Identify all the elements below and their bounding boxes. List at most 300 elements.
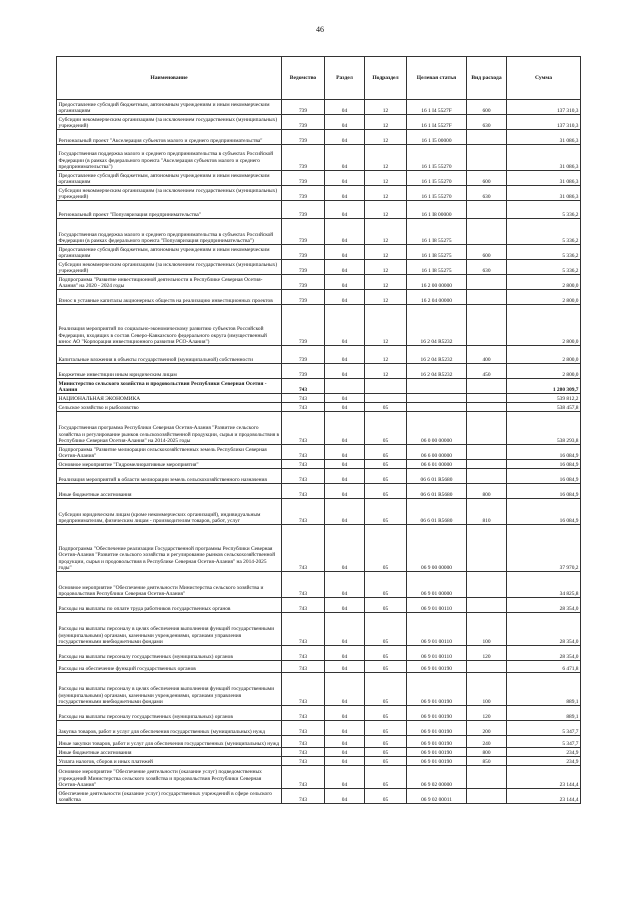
cell-amount: 1 280 309,7 <box>507 379 581 394</box>
cell-subsection: 12 <box>365 201 407 219</box>
cell-name: Капитальные вложения в объекты государственной (муниципальной) собственности <box>57 346 282 364</box>
cell-name: Государственная программа Республики Северная Осетия-Алания "Развитие сельского хозяйства и регулирование рынков сельскохозяйственной продукции, сырья и продовольствия в Республике Северная Осетия-Алания" на 2014-2025 годы <box>57 412 282 445</box>
cell-expense-type: 800 <box>467 484 507 499</box>
cell-section: 04 <box>325 525 365 572</box>
cell-department: 743 <box>282 706 325 721</box>
cell-department: 739 <box>282 115 325 130</box>
cell-amount: 34 825,8 <box>507 572 581 598</box>
cell-subsection: 12 <box>365 346 407 364</box>
cell-target-article: 16 1 I8 55275 <box>407 245 467 260</box>
cell-department: 739 <box>282 130 325 145</box>
cell-section: 04 <box>325 219 365 245</box>
cell-subsection: 05 <box>365 661 407 673</box>
cell-target-article: 06 9 01 00110 <box>407 646 467 661</box>
cell-target-article: 16 1 I8 00000 <box>407 201 467 219</box>
cell-target-article: 06 6 01 00000 <box>407 460 467 469</box>
table-row <box>57 403 581 412</box>
cell-department: 743 <box>282 379 325 394</box>
table-row <box>57 201 581 219</box>
table-row <box>57 290 581 305</box>
cell-section: 04 <box>325 201 365 219</box>
cell-target-article <box>407 403 467 412</box>
cell-name: Расходы на выплаты персоналу государственных (муниципальных) органов <box>57 646 282 661</box>
cell-department: 743 <box>282 484 325 499</box>
cell-name: Государственная поддержка малого и среднего предпринимательства в субъектах Российской Федерации (в рамках федерального проекта "Популяризация предпринимательства") <box>57 219 282 245</box>
cell-department: 739 <box>282 145 325 171</box>
header-expense-type: Вид расхода <box>467 57 507 100</box>
cell-department: 743 <box>282 499 325 525</box>
cell-expense-type <box>467 379 507 394</box>
cell-section: 04 <box>325 499 365 525</box>
table-row <box>57 346 581 364</box>
cell-name: Закупка товаров, работ и услуг для обеспечения государственных (муниципальных) нужд <box>57 721 282 736</box>
cell-target-article: 16 2 04 R5232 <box>407 305 467 346</box>
cell-target-article: 06 9 01 00190 <box>407 706 467 721</box>
cell-target-article: 06 9 01 00110 <box>407 613 467 646</box>
cell-department: 743 <box>282 721 325 736</box>
table-row <box>57 757 581 766</box>
header-section: Раздел <box>325 57 365 100</box>
cell-expense-type <box>467 661 507 673</box>
table-row <box>57 305 581 346</box>
cell-amount: 5 347,7 <box>507 736 581 748</box>
cell-section: 04 <box>325 394 365 403</box>
cell-expense-type <box>467 598 507 613</box>
cell-expense-type: 450 <box>467 364 507 379</box>
cell-subsection: 05 <box>365 673 407 706</box>
cell-target-article: 06 6 01 R5680 <box>407 499 467 525</box>
cell-expense-type <box>467 403 507 412</box>
cell-subsection: 05 <box>365 403 407 412</box>
table-row <box>57 469 581 484</box>
cell-name: Субсидии некоммерческим организациям (за исключением государственных (муниципальных) учреждений) <box>57 260 282 275</box>
cell-target-article: 06 9 01 00190 <box>407 757 467 766</box>
cell-section: 04 <box>325 766 365 789</box>
cell-department: 743 <box>282 748 325 757</box>
cell-name: Субсидии некоммерческим организациям (за исключением государственных (муниципальных) учреждений) <box>57 115 282 130</box>
cell-amount: 31 086,3 <box>507 186 581 201</box>
cell-expense-type <box>467 789 507 804</box>
budget-table <box>56 56 581 804</box>
header-subsection: Подраздел <box>365 57 407 100</box>
table-row <box>57 445 581 460</box>
cell-expense-type: 240 <box>467 736 507 748</box>
header-amount: Сумма <box>507 57 581 100</box>
cell-subsection: 12 <box>365 245 407 260</box>
cell-department: 743 <box>282 572 325 598</box>
cell-amount: 889,1 <box>507 706 581 721</box>
cell-name: Расходы на выплаты персоналу в целях обеспечения выполнения функций государственными (муниципальными) органами, казенными учреждениями, органами управления государственными внебюджетными фондами <box>57 613 282 646</box>
header-name: Наименование <box>57 57 282 100</box>
cell-amount: 28 354,0 <box>507 646 581 661</box>
cell-department: 743 <box>282 469 325 484</box>
cell-department: 743 <box>282 460 325 469</box>
cell-subsection: 12 <box>365 275 407 290</box>
cell-subsection <box>365 394 407 403</box>
table-row <box>57 245 581 260</box>
cell-expense-type: 100 <box>467 673 507 706</box>
cell-name: Реализация мероприятий по социально-экономическому развитию субъектов Российской Федерации, входящих в состав Северо-Кавказского федерального округа (имущественный взнос АО "Корпорация инвестиционного развития РСО-Алания") <box>57 305 282 346</box>
cell-section: 04 <box>325 245 365 260</box>
cell-department: 743 <box>282 394 325 403</box>
table-row <box>57 499 581 525</box>
cell-expense-type <box>467 412 507 445</box>
table-body <box>57 100 581 804</box>
cell-section: 04 <box>325 275 365 290</box>
cell-amount: 31 086,3 <box>507 145 581 171</box>
cell-amount: 538 457,8 <box>507 403 581 412</box>
cell-target-article: 16 2 04 00000 <box>407 290 467 305</box>
cell-section: 04 <box>325 661 365 673</box>
cell-subsection: 05 <box>365 469 407 484</box>
cell-section: 04 <box>325 706 365 721</box>
cell-target-article: 06 9 02 00000 <box>407 766 467 789</box>
cell-name: Иные закупки товаров, работ и услуг для обеспечения государственных (муниципальных) нужд <box>57 736 282 748</box>
cell-section: 04 <box>325 305 365 346</box>
cell-amount: 16 084,9 <box>507 499 581 525</box>
cell-section: 04 <box>325 186 365 201</box>
cell-target-article: 06 9 01 00110 <box>407 598 467 613</box>
cell-amount: 5 336,2 <box>507 219 581 245</box>
cell-name: Расходы на выплаты по оплате труда работников государственных органов <box>57 598 282 613</box>
cell-expense-type: 400 <box>467 346 507 364</box>
cell-department: 739 <box>282 100 325 115</box>
cell-target-article: 16 1 I5 00000 <box>407 130 467 145</box>
cell-department: 743 <box>282 789 325 804</box>
cell-subsection: 05 <box>365 766 407 789</box>
cell-name: Предоставление субсидий бюджетным, автономным учреждениям и иным некоммерческим организациям <box>57 245 282 260</box>
cell-department: 743 <box>282 445 325 460</box>
cell-department: 743 <box>282 661 325 673</box>
cell-amount: 2 800,0 <box>507 364 581 379</box>
cell-subsection: 12 <box>365 260 407 275</box>
cell-expense-type <box>467 201 507 219</box>
cell-expense-type <box>467 572 507 598</box>
cell-amount: 16 084,9 <box>507 445 581 460</box>
cell-name: Подпрограмма "Развитие мелиорации сельскохозяйственных земель Республики Северная Осетия-Алания" <box>57 445 282 460</box>
cell-amount: 23 144,4 <box>507 789 581 804</box>
header-department: Ведомство <box>282 57 325 100</box>
cell-department: 739 <box>282 171 325 186</box>
cell-amount: 16 084,9 <box>507 460 581 469</box>
cell-amount: 6 471,8 <box>507 661 581 673</box>
table-row <box>57 598 581 613</box>
cell-section: 04 <box>325 145 365 171</box>
cell-amount: 5 347,7 <box>507 721 581 736</box>
cell-name: Реализация мероприятий в области мелиорации земель сельскохозяйственного назначения <box>57 469 282 484</box>
cell-expense-type <box>467 460 507 469</box>
cell-amount: 2 800,0 <box>507 346 581 364</box>
cell-section: 04 <box>325 572 365 598</box>
cell-target-article: 06 9 01 00000 <box>407 572 467 598</box>
cell-subsection: 05 <box>365 646 407 661</box>
table-row <box>57 394 581 403</box>
cell-target-article: 16 1 I5 55270 <box>407 171 467 186</box>
cell-amount: 234,9 <box>507 748 581 757</box>
cell-department: 743 <box>282 525 325 572</box>
cell-subsection: 12 <box>365 186 407 201</box>
cell-subsection: 12 <box>365 364 407 379</box>
cell-subsection: 12 <box>365 145 407 171</box>
cell-name: Министерство сельского хозяйства и продовольствия Республики Северная Осетия - Алания <box>57 379 282 394</box>
cell-subsection <box>365 379 407 394</box>
cell-target-article: 06 6 00 00000 <box>407 445 467 460</box>
cell-expense-type: 630 <box>467 115 507 130</box>
cell-department: 743 <box>282 598 325 613</box>
cell-amount: 5 336,2 <box>507 201 581 219</box>
cell-expense-type: 600 <box>467 171 507 186</box>
cell-name: Региональный проект "Популяризация предпринимательства" <box>57 201 282 219</box>
cell-department: 743 <box>282 613 325 646</box>
table-row <box>57 646 581 661</box>
cell-section: 04 <box>325 736 365 748</box>
table-row <box>57 572 581 598</box>
cell-target-article: 06 6 01 R5680 <box>407 469 467 484</box>
cell-expense-type: 600 <box>467 100 507 115</box>
cell-subsection: 05 <box>365 613 407 646</box>
cell-name: Бюджетные инвестиции иным юридическим лицам <box>57 364 282 379</box>
table-row <box>57 186 581 201</box>
cell-amount: 137 310,3 <box>507 115 581 130</box>
cell-section: 04 <box>325 748 365 757</box>
cell-amount: 889,1 <box>507 673 581 706</box>
cell-subsection: 05 <box>365 598 407 613</box>
cell-department: 739 <box>282 186 325 201</box>
cell-department: 739 <box>282 346 325 364</box>
cell-subsection: 12 <box>365 115 407 130</box>
cell-name: Взнос в уставные капиталы акционерных обществ на реализацию инвестиционных проектов <box>57 290 282 305</box>
cell-name: Субсидии юридическим лицам (кроме некоммерческих организаций), индивидуальным предпринимателям, физическим лицам - производителям товаров, работ, услуг <box>57 499 282 525</box>
cell-department: 743 <box>282 412 325 445</box>
cell-expense-type: 200 <box>467 721 507 736</box>
cell-department: 743 <box>282 673 325 706</box>
cell-section: 04 <box>325 484 365 499</box>
cell-subsection: 05 <box>365 412 407 445</box>
table-row <box>57 130 581 145</box>
cell-department: 743 <box>282 736 325 748</box>
cell-department: 743 <box>282 646 325 661</box>
table-row <box>57 766 581 789</box>
cell-target-article: 06 9 01 00190 <box>407 721 467 736</box>
cell-section: 04 <box>325 171 365 186</box>
cell-expense-type <box>467 766 507 789</box>
cell-target-article: 06 9 01 00190 <box>407 748 467 757</box>
table-row <box>57 736 581 748</box>
table-row <box>57 706 581 721</box>
cell-name: Иные бюджетные ассигнования <box>57 748 282 757</box>
cell-amount: 16 084,9 <box>507 484 581 499</box>
cell-expense-type <box>467 469 507 484</box>
cell-amount: 31 086,3 <box>507 130 581 145</box>
cell-department: 743 <box>282 766 325 789</box>
table-row <box>57 364 581 379</box>
cell-expense-type <box>467 445 507 460</box>
cell-department: 743 <box>282 757 325 766</box>
cell-section: 04 <box>325 130 365 145</box>
table-row <box>57 789 581 804</box>
table-row <box>57 748 581 757</box>
cell-amount: 28 354,0 <box>507 598 581 613</box>
table-row <box>57 171 581 186</box>
cell-subsection: 05 <box>365 721 407 736</box>
table-row <box>57 100 581 115</box>
cell-department: 743 <box>282 403 325 412</box>
cell-subsection: 12 <box>365 171 407 186</box>
cell-expense-type <box>467 394 507 403</box>
cell-name: Основное мероприятие "Обеспечение деятельности Министерства сельского хозяйства и продовольствия Республики Северная Осетия-Алания" <box>57 572 282 598</box>
cell-target-article: 16 1 I4 5527F <box>407 115 467 130</box>
table-row <box>57 115 581 130</box>
cell-name: Основное мероприятие "Гидромелиоративные мероприятия" <box>57 460 282 469</box>
cell-name: Подпрограмма "Обеспечение реализации Государственной программы Республики Северная Осетия-Алания "Развитие сельского хозяйства и регулирование рынков сельскохозяйственной продукции, сырья и продовольствия в Республике Северная Осетия-Алания" на 2014-2025 годы" <box>57 525 282 572</box>
cell-name: Расходы на выплаты персоналу государственных (муниципальных) органов <box>57 706 282 721</box>
cell-amount: 137 310,3 <box>507 100 581 115</box>
cell-target-article: 06 9 01 00190 <box>407 661 467 673</box>
cell-name: Предоставление субсидий бюджетным, автономным учреждениям и иным некоммерческим организациям <box>57 171 282 186</box>
cell-department: 739 <box>282 290 325 305</box>
cell-amount: 539 812,2 <box>507 394 581 403</box>
cell-name: НАЦИОНАЛЬНАЯ ЭКОНОМИКА <box>57 394 282 403</box>
cell-amount: 37 970,2 <box>507 525 581 572</box>
cell-name: Предоставление субсидий бюджетным, автономным учреждениям и иным некоммерческим организациям <box>57 100 282 115</box>
cell-target-article: 16 1 I5 55270 <box>407 186 467 201</box>
cell-expense-type: 120 <box>467 646 507 661</box>
cell-amount: 2 800,0 <box>507 305 581 346</box>
table-row <box>57 525 581 572</box>
cell-expense-type <box>467 305 507 346</box>
cell-amount: 538 293,8 <box>507 412 581 445</box>
cell-expense-type: 850 <box>467 757 507 766</box>
cell-section: 04 <box>325 469 365 484</box>
cell-amount: 2 800,0 <box>507 290 581 305</box>
cell-section: 04 <box>325 346 365 364</box>
cell-department: 739 <box>282 245 325 260</box>
table-row <box>57 673 581 706</box>
cell-section: 04 <box>325 100 365 115</box>
cell-subsection: 05 <box>365 757 407 766</box>
cell-expense-type: 100 <box>467 613 507 646</box>
cell-expense-type: 630 <box>467 260 507 275</box>
cell-expense-type <box>467 275 507 290</box>
cell-target-article: 16 2 04 R5232 <box>407 346 467 364</box>
cell-target-article: 16 1 I8 55275 <box>407 219 467 245</box>
cell-target-article: 06 9 00 00000 <box>407 525 467 572</box>
cell-expense-type: 800 <box>467 748 507 757</box>
table-row <box>57 721 581 736</box>
cell-name: Региональный проект "Акселерация субъектов малого и среднего предпринимательства" <box>57 130 282 145</box>
cell-name: Расходы на обеспечение функций государственных органов <box>57 661 282 673</box>
cell-amount: 31 086,3 <box>507 171 581 186</box>
cell-subsection: 05 <box>365 499 407 525</box>
cell-target-article: 06 9 01 00190 <box>407 673 467 706</box>
cell-subsection: 05 <box>365 706 407 721</box>
cell-expense-type <box>467 290 507 305</box>
cell-section: 04 <box>325 460 365 469</box>
cell-target-article <box>407 379 467 394</box>
cell-section: 04 <box>325 721 365 736</box>
cell-section: 04 <box>325 403 365 412</box>
cell-subsection: 05 <box>365 748 407 757</box>
page-number: 46 <box>316 25 324 34</box>
table-row <box>57 275 581 290</box>
cell-section: 04 <box>325 673 365 706</box>
cell-section: 04 <box>325 598 365 613</box>
table-row <box>57 145 581 171</box>
cell-subsection: 05 <box>365 736 407 748</box>
cell-subsection: 05 <box>365 484 407 499</box>
cell-expense-type: 120 <box>467 706 507 721</box>
table-row <box>57 484 581 499</box>
cell-target-article: 06 6 01 R5680 <box>407 484 467 499</box>
header-row <box>57 57 581 100</box>
cell-target-article: 16 2 00 00000 <box>407 275 467 290</box>
cell-target-article: 16 1 I5 55270 <box>407 145 467 171</box>
cell-name: Подпрограмма "Развитие инвестиционной деятельности в Республике Северная Осетия-Алания" на 2020 - 2024 годы <box>57 275 282 290</box>
cell-expense-type <box>467 525 507 572</box>
cell-target-article: 16 1 I4 5527F <box>407 100 467 115</box>
cell-department: 739 <box>282 275 325 290</box>
cell-section: 04 <box>325 757 365 766</box>
cell-target-article <box>407 394 467 403</box>
cell-name: Иные бюджетные ассигнования <box>57 484 282 499</box>
cell-amount: 23 144,4 <box>507 766 581 789</box>
cell-section <box>325 379 365 394</box>
cell-name: Государственная поддержка малого и среднего предпринимательства в субъектах Российской Федерации (в рамках федерального проекта "Акселерация субъектов малого и среднего предпринимательства") <box>57 145 282 171</box>
cell-target-article: 06 9 01 00190 <box>407 736 467 748</box>
cell-section: 04 <box>325 290 365 305</box>
cell-name: Основное мероприятие "Обеспечение деятельности (оказание услуг) подведомственных учреждений Министерства сельского хозяйства и продовольствия Республики Северная Осетия-Алания" <box>57 766 282 789</box>
cell-name: Уплата налогов, сборов и иных платежей <box>57 757 282 766</box>
cell-subsection: 05 <box>365 525 407 572</box>
table-row <box>57 460 581 469</box>
cell-subsection: 05 <box>365 445 407 460</box>
cell-department: 739 <box>282 364 325 379</box>
cell-section: 04 <box>325 115 365 130</box>
cell-amount: 28 354,0 <box>507 613 581 646</box>
cell-amount: 2 800,0 <box>507 275 581 290</box>
cell-expense-type: 600 <box>467 245 507 260</box>
table-row <box>57 661 581 673</box>
cell-target-article: 16 2 04 R5232 <box>407 364 467 379</box>
cell-section: 04 <box>325 646 365 661</box>
cell-name: Обеспечение деятельности (оказание услуг) государственных учреждений в сфере сельского хозяйства <box>57 789 282 804</box>
cell-subsection: 12 <box>365 219 407 245</box>
cell-section: 04 <box>325 364 365 379</box>
cell-subsection: 12 <box>365 290 407 305</box>
cell-department: 739 <box>282 201 325 219</box>
cell-department: 739 <box>282 219 325 245</box>
cell-expense-type: 630 <box>467 186 507 201</box>
cell-section: 04 <box>325 789 365 804</box>
cell-subsection: 12 <box>365 100 407 115</box>
cell-amount: 234,9 <box>507 757 581 766</box>
cell-expense-type <box>467 130 507 145</box>
cell-department: 739 <box>282 260 325 275</box>
cell-section: 04 <box>325 445 365 460</box>
cell-section: 04 <box>325 613 365 646</box>
cell-name: Субсидии некоммерческим организациям (за исключением государственных (муниципальных) учреждений) <box>57 186 282 201</box>
cell-amount: 16 084,9 <box>507 469 581 484</box>
cell-department: 739 <box>282 305 325 346</box>
cell-target-article: 06 9 02 00011 <box>407 789 467 804</box>
cell-expense-type <box>467 145 507 171</box>
cell-target-article: 06 0 00 00000 <box>407 412 467 445</box>
header-target-article: Целевая статья <box>407 57 467 100</box>
table-row <box>57 613 581 646</box>
cell-expense-type <box>467 219 507 245</box>
table-row <box>57 379 581 394</box>
cell-subsection: 05 <box>365 572 407 598</box>
